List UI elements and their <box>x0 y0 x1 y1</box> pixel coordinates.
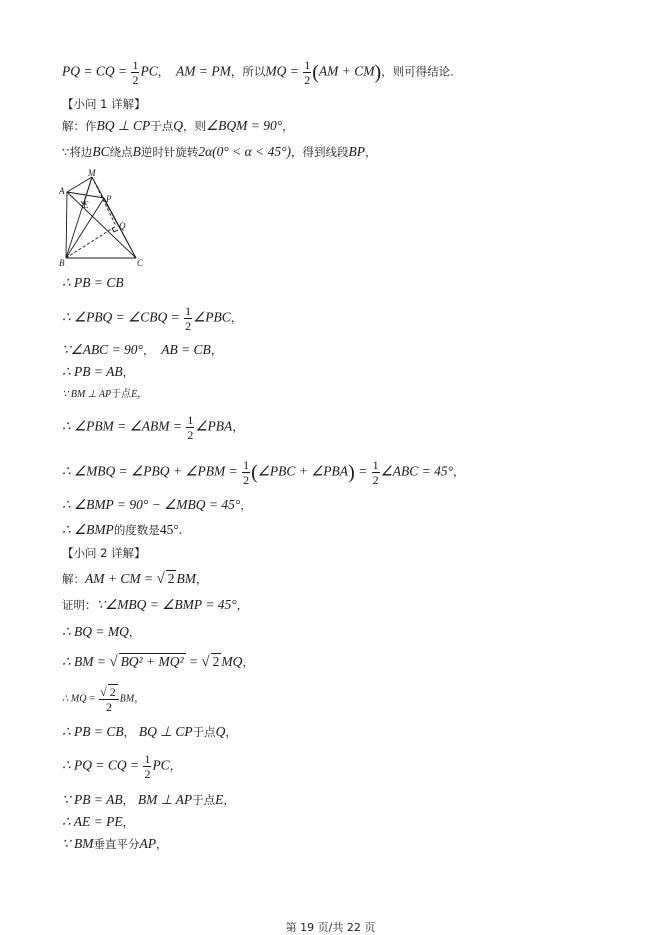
step-bm-ap: ∵ BM ⊥ AP于点E， <box>62 389 148 400</box>
sqrt-radicand: BQ² + MQ² <box>120 654 184 669</box>
text: ∴ BM = <box>62 654 110 669</box>
step-pq-cq: ∴ PQ = CQ = $\frac{1}{2}$ PC， <box>62 752 182 781</box>
text: = <box>354 463 371 479</box>
step-pb-ab: ∴ PB = AB， <box>62 364 135 379</box>
text: = <box>185 654 202 669</box>
fraction <box>303 58 311 87</box>
fraction: $\frac{√ 2}{2}$ <box>99 684 119 714</box>
page-footer: 第 19 页/共 22 页 <box>285 921 376 934</box>
conclusion-line: PQ = CQ = $\frac{1}{2}$ PC， AM = PM，所以MQ = $\frac{1}{2}$ (AM + CM)，则可得结论. <box>62 58 454 87</box>
text: ∴ MQ = <box>62 693 99 705</box>
step-mq: ∴ MQ = $\frac{√ 2}{2}$ BM， <box>62 685 145 714</box>
right-angle-mark <box>112 228 118 232</box>
text: 证明： <box>62 598 97 612</box>
step-pbm-abm: ∴ ∠PBM = ∠ABM = $\frac{1}{2}$ ∠PBA， <box>62 413 244 442</box>
text: BQ ⊥ CP <box>96 118 151 133</box>
text: ∠PBA <box>195 418 233 434</box>
text: AM = PM <box>176 63 231 79</box>
text: ∠PBC <box>193 309 231 325</box>
text: ∵将边 <box>62 145 93 159</box>
text: 的度数是 <box>113 523 160 537</box>
text: ∵ BM <box>62 836 94 851</box>
text: 于点 <box>150 119 174 133</box>
step-mbq: ∴ ∠MBQ = ∠PBQ + ∠PBM = $\frac{1}{2}$ (∠PBC + ∠PBA) = $\frac{1}{2}$ ∠ABC = 45°， <box>62 458 465 487</box>
step-pbq-cbq: ∴ ∠PBQ = ∠CBQ = $\frac{1}{2}$ ∠PBC， <box>62 304 243 333</box>
label-M: M <box>88 168 96 178</box>
segment-BQ <box>66 226 116 258</box>
step-pb-cb-2: ∴ PB = CB， BQ ⊥ CP于点Q， <box>62 724 237 739</box>
text: 于点 <box>192 725 216 739</box>
text: ∵∠MBQ = ∠BMP = 45° <box>96 597 237 612</box>
section-heading-1: 【小问 1 详解】 <box>62 97 146 111</box>
fraction <box>143 752 151 781</box>
text: AM + CM <box>318 63 375 79</box>
text: 解：作 <box>62 119 97 133</box>
fraction-numerator: 1 <box>185 304 192 318</box>
fraction <box>186 413 194 442</box>
text: ∴ ∠MBQ = ∠PBQ + ∠PBM = <box>62 463 242 479</box>
fraction-numerator: 1 <box>372 458 379 472</box>
sqrt-radicand: 2 <box>109 685 116 699</box>
text: ∴ PQ = CQ = <box>62 757 143 773</box>
solution-line <box>62 118 294 134</box>
text: ∴ PB = AB <box>62 364 123 379</box>
text: ∴ ∠PBM = ∠ABM = <box>62 418 186 434</box>
text: BC <box>92 144 110 159</box>
text: BM <box>176 571 196 586</box>
text: ， <box>365 145 377 159</box>
text: ∴ AE = PE <box>62 814 123 829</box>
fraction-denominator: 2 <box>132 73 139 87</box>
text: 45°. <box>159 522 183 537</box>
label-C: C <box>137 258 144 268</box>
step-pb-ab-2: ∵ PB = AB， BM ⊥ AP于点E， <box>62 792 235 807</box>
text: ∠PBC + ∠PBA <box>257 463 349 479</box>
fraction-numerator: 1 <box>144 752 151 766</box>
text: PQ = CQ = <box>62 63 131 79</box>
text: 2α(0° < α < 45°) <box>198 144 292 159</box>
step-ae-pe: ∴ AE = PE， <box>62 814 135 829</box>
fraction-denominator: 2 <box>187 428 194 442</box>
geometry-figure <box>58 168 153 268</box>
answer-line: 解：AM + CM = √ 2 BM， <box>62 571 208 587</box>
text: 逆时针旋转 <box>140 145 199 159</box>
sqrt-radicand: 2 <box>167 571 175 586</box>
fraction-denominator: 2 <box>144 767 151 781</box>
text: 解： <box>62 572 85 586</box>
fraction-numerator: 1 <box>243 458 250 472</box>
step-bm-sqrt: ∴ BM = √ BQ² + MQ² = √ 2 MQ， <box>62 654 254 670</box>
text: BM <box>119 693 135 705</box>
text: ∵ BM ⊥ AP <box>62 389 112 400</box>
label-P: P <box>106 194 112 204</box>
text: AB = CB <box>161 342 211 357</box>
step-bm-bisector: ∵ BM垂直平分AP， <box>62 836 168 851</box>
fraction-denominator: 2 <box>372 473 379 487</box>
text: 绕点 <box>109 145 133 159</box>
fraction <box>184 304 192 333</box>
text: AM + CM = <box>85 571 157 586</box>
text: ∵∠ABC = 90° <box>62 342 143 357</box>
step-bmp-degree <box>62 522 182 538</box>
fraction-denominator: 2 <box>105 700 112 714</box>
step-abc: ∵∠ABC = 90°， AB = CB， <box>62 342 223 357</box>
text: BM ⊥ AP <box>137 792 193 807</box>
text: ，得到线段 <box>291 145 349 159</box>
text: PC <box>152 757 170 773</box>
step-bq-mq: ∴ BQ = MQ， <box>62 624 141 639</box>
text: ∠ABC = 45° <box>380 463 453 479</box>
section-heading-2: 【小问 2 详解】 <box>62 546 146 560</box>
label-E: E <box>83 200 89 210</box>
proof-line: 证明：∵∠MBQ = ∠BMP = 45°， <box>62 597 249 612</box>
text: ∴ ∠BMP = 90° − ∠MBQ = 45° <box>62 497 241 512</box>
text: ∵ PB = AB <box>62 792 123 807</box>
label-B: B <box>59 258 65 268</box>
fraction-numerator: 1 <box>187 413 194 427</box>
text: ， <box>282 119 294 133</box>
fraction-denominator: 2 <box>185 319 192 333</box>
fraction <box>372 458 380 487</box>
text: PC <box>140 63 158 79</box>
text: MQ <box>221 654 243 669</box>
text: ， <box>157 64 170 79</box>
text: ，则可得结论. <box>381 64 454 79</box>
text: 于点 <box>192 793 216 807</box>
text: 垂直平分 <box>93 837 140 851</box>
label-A: A <box>59 186 65 196</box>
text: MQ = <box>265 63 303 79</box>
segment-AB <box>66 192 67 258</box>
text: ，则 <box>183 119 207 133</box>
step-bmp: ∴ ∠BMP = 90° − ∠MBQ = 45°， <box>62 497 252 512</box>
text: E <box>131 389 138 400</box>
text: ∴ PB = CB <box>62 724 124 739</box>
sqrt-radicand: 2 <box>212 654 220 669</box>
fraction <box>242 458 250 487</box>
text: AP <box>139 836 156 851</box>
text: Q <box>215 724 226 739</box>
text: ∴ BQ = MQ <box>62 624 129 639</box>
fraction-denominator: 2 <box>304 73 311 87</box>
text: ∠BQM = 90° <box>206 118 283 133</box>
text: BP <box>348 144 366 159</box>
label-Q: Q <box>119 221 126 231</box>
text: BQ ⊥ CP <box>138 724 193 739</box>
text: B <box>132 144 141 159</box>
fraction-denominator: 2 <box>243 473 250 487</box>
text: 于点 <box>111 389 132 400</box>
fraction-numerator: 1 <box>304 58 311 72</box>
text: ，所以 <box>230 64 266 79</box>
text: ∴ ∠PBQ = ∠CBQ = <box>62 309 184 325</box>
text: E <box>215 792 224 807</box>
fraction <box>131 58 139 87</box>
rotation-line <box>62 144 377 160</box>
text: Q <box>173 118 184 133</box>
step-pb-cb: ∴ PB = CB <box>62 275 124 290</box>
fraction-numerator: 1 <box>132 58 139 72</box>
text: ∴ ∠BMP <box>62 522 114 537</box>
